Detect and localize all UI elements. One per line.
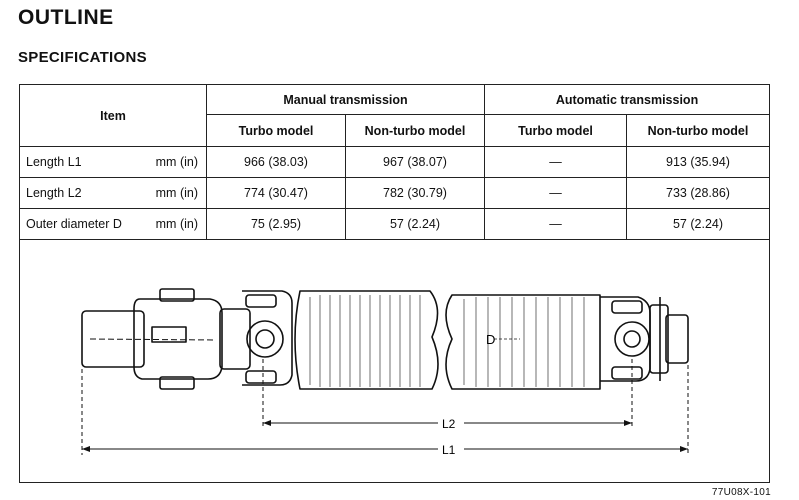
table-cell: 782 (30.79) — [346, 178, 485, 209]
row-unit: mm (in) — [155, 186, 198, 200]
rear-spider-bearing — [615, 322, 649, 356]
group-header-automatic: Automatic transmission — [485, 85, 770, 115]
table-cell: 75 (2.95) — [207, 209, 346, 240]
figure-code: 77U08X-101 — [711, 487, 771, 498]
table-cell: 913 (35.94) — [627, 147, 770, 178]
label-l2: L2 — [442, 417, 456, 431]
group-header-manual: Manual transmission — [207, 85, 485, 115]
row-label: Length L1 — [26, 155, 82, 169]
column-header: Turbo model — [485, 115, 627, 147]
table-cell: 774 (30.47) — [207, 178, 346, 209]
propeller-shaft-figure — [19, 239, 770, 483]
front-universal-joint-yoke — [220, 309, 250, 369]
front-spider-bearing — [247, 321, 283, 357]
row-unit: mm (in) — [155, 217, 198, 231]
table-cell: 733 (28.86) — [627, 178, 770, 209]
specifications-table — [19, 84, 770, 240]
table-cell: — — [485, 178, 627, 209]
table-cell: 57 (2.24) — [346, 209, 485, 240]
shaft-tube-rear — [446, 295, 600, 389]
table-cell: 967 (38.07) — [346, 147, 485, 178]
table-row — [20, 209, 770, 240]
row-unit: mm (in) — [155, 155, 198, 169]
column-header: Non-turbo model — [346, 115, 485, 147]
table-cell: 57 (2.24) — [627, 209, 770, 240]
table-row — [20, 178, 770, 209]
shaft-tube-front — [295, 291, 438, 389]
section-title: SPECIFICATIONS — [18, 49, 147, 66]
item-header: Item — [20, 85, 207, 147]
table-cell: 966 (38.03) — [207, 147, 346, 178]
table-cell: — — [485, 209, 627, 240]
propeller-shaft-drawing — [20, 239, 769, 482]
table-row — [20, 147, 770, 178]
page-title: OUTLINE — [18, 6, 114, 29]
label-d: D — [486, 332, 496, 347]
column-header: Turbo model — [207, 115, 346, 147]
column-header: Non-turbo model — [627, 115, 770, 147]
table-cell: — — [485, 147, 627, 178]
label-l1: L1 — [442, 443, 456, 457]
row-label: Outer diameter D — [26, 217, 122, 231]
row-label: Length L2 — [26, 186, 82, 200]
